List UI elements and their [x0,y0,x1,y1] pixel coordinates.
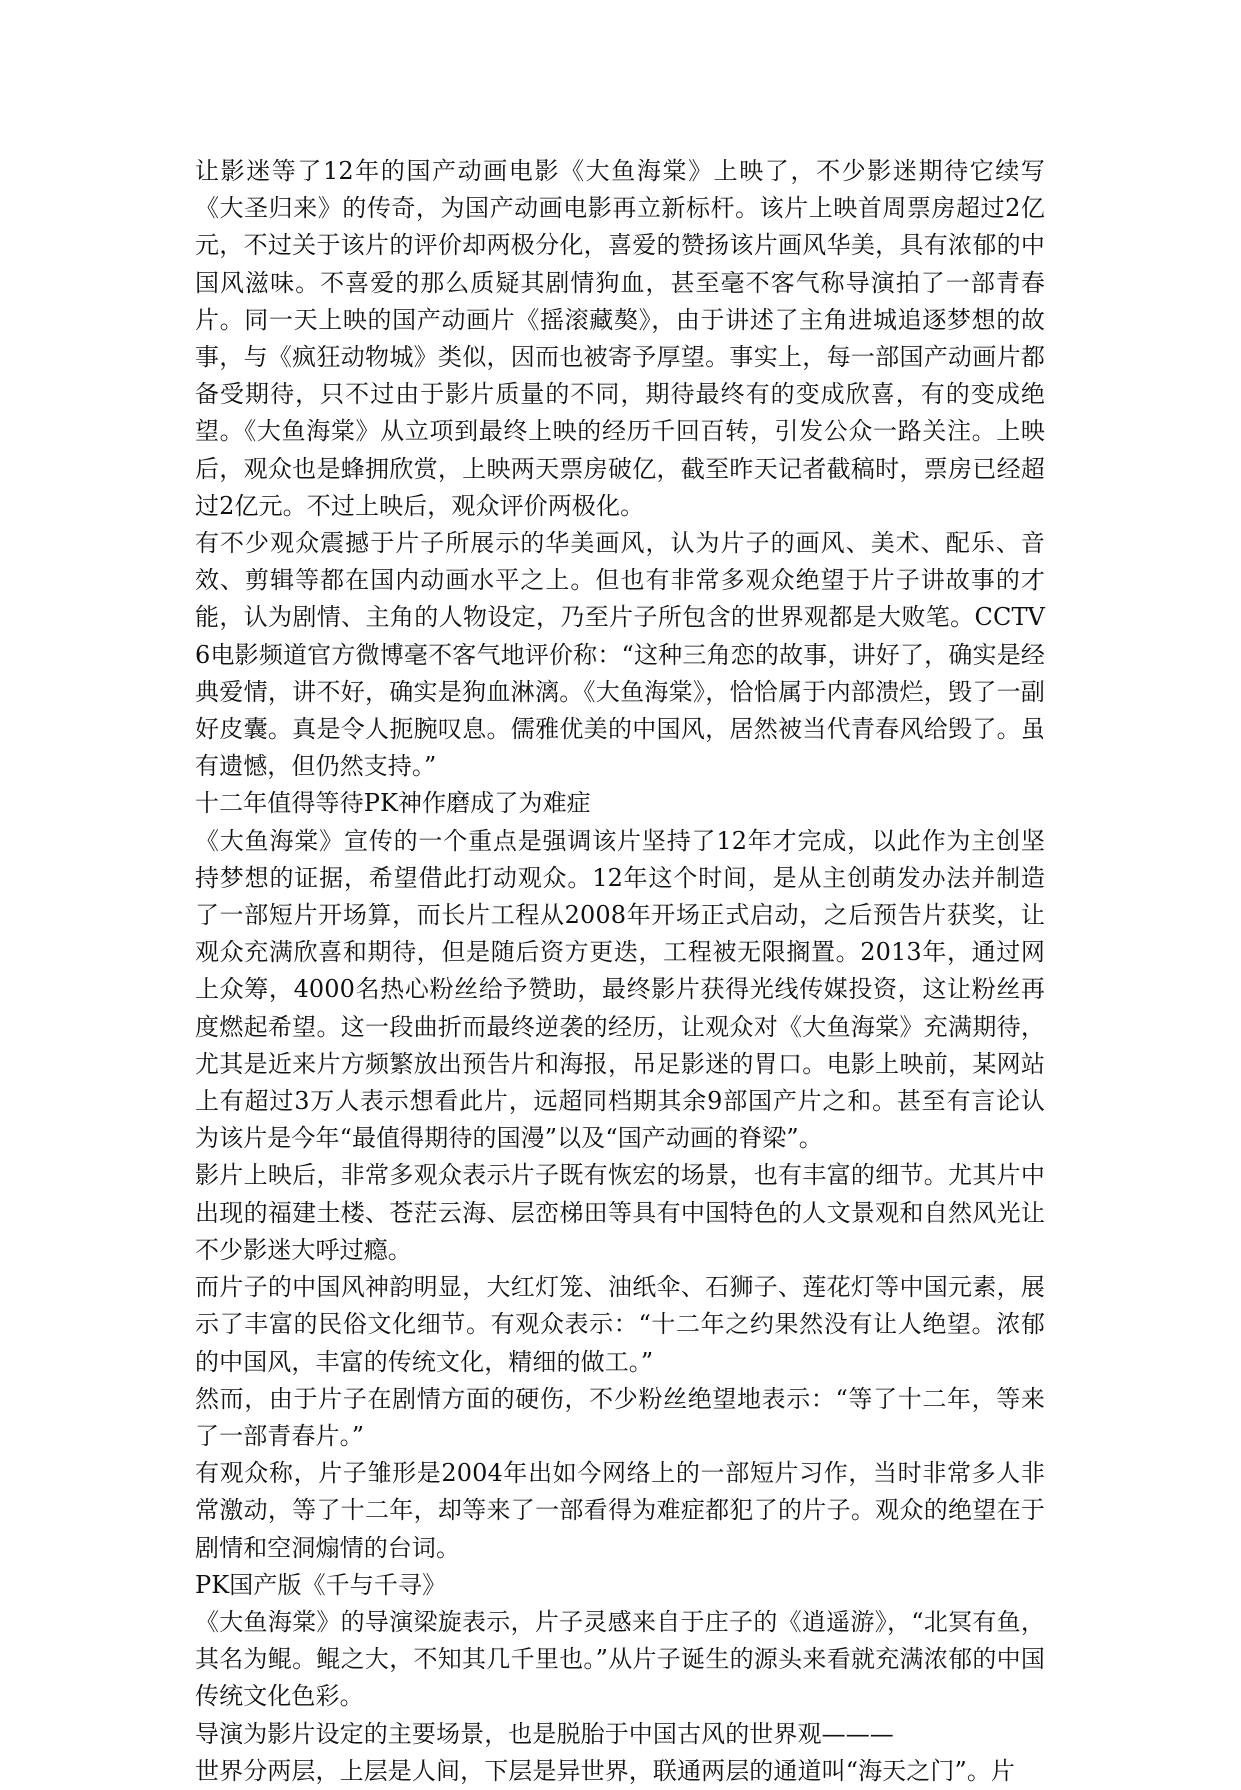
paragraph-director-inspiration: 《大鱼海棠》的导演梁旋表示，片子灵感来自于庄子的《逍遥游》，“北冥有鱼，其名为鲲。鲲之大，不知其几千里也。”从片子诞生的源头来看就充满浓郁的中国传统文化色彩。 [195,1607,1045,1711]
paragraph-intro: 让影迷等了12年的国产动画电影《大鱼海棠》上映了，不少影迷期待它续写《大圣归来》的传奇，为国产动画电影再立新标杆。该片上映首周票房超过2亿元，不过关于该片的评价却两极分化，喜爱的赞扬该片画风华美，具有浓郁的中国风滋味。不喜爱的那么质疑其剧情狗血，甚至毫不客气称导演拍了一部青春片。同一天上映的国产动画片《摇滚藏獒》，由于讲述了主角进城追逐梦想的故事，与《疯狂动物城》类似，因而也被寄予厚望。事实上，每一部国产动画片都备受期待，只不过由于影片质量的不同，期待最终有的变成欣喜，有的变成绝望。《大鱼海棠》从立项到最终上映的经历千回百转，引发公众一路关注。上映后，观众也是蜂拥欣赏，上映两天票房破亿，截至昨天记者截稿时，票房已经超过2亿元。不过上映后，观众评价两极化。 [195,157,1045,520]
document-page [195,153,1045,1790]
paragraph-world-setting: 导演为影片设定的主要场景，也是脱胎于中国古风的世界观——— [195,1719,894,1748]
paragraph-fan-disappointment: 然而，由于片子在剧情方面的硬伤，不少粉丝绝望地表示：“等了十二年，等来了一部青春片。” [195,1384,1045,1450]
section-heading-spirited-away: PK国产版《千与千寻》 [195,1570,447,1599]
paragraph-scenery: 影片上映后，非常多观众表示片子既有恢宏的场景，也有丰富的细节。尤其片中出现的福建土楼、苍茫云海、层峦梯田等具有中国特色的人文景观和自然风光让不少影迷大呼过瘾。 [195,1161,1045,1264]
paragraph-chinese-style: 而片子的中国风神韵明显，大红灯笼、油纸伞、石狮子、莲花灯等中国元素，展示了丰富的民俗文化细节。有观众表示：“十二年之约果然没有让人绝望。浓郁的中国风，丰富的传统文化，精细的做工。” [195,1273,1045,1376]
paragraph-short-film-origin: 有观众称，片子雏形是2004年出如今网络上的一部短片习作，当时非常多人非常激动，等了十二年，却等来了一部看得为难症都犯了的片子。观众的绝望在于剧情和空洞煽情的台词。 [195,1459,1045,1562]
paragraph-two-worlds: 世界分两层，上层是人间，下层是异世界，联通两层的通道叫“海天之门”。片 [195,1756,1016,1785]
paragraph-audience-reaction: 有不少观众震撼于片子所展示的华美画风，认为片子的画风、美术、配乐、音效、剪辑等都在国内动画水平之上。但也有非常多观众绝望于片子讲故事的才能，认为剧情、主角的人物设定，乃至片子所包含的世界观都是大败笔。CCTV6电影频道官方微博毫不客气地评价称：“这种三角恋的故事，讲好了，确实是经典爱情，讲不好，确实是狗血淋漓。《大鱼海棠》，恰恰属于内部溃烂，毁了一副好皮囊。真是令人扼腕叹息。儒雅优美的中国风，居然被当代青春风给毁了。虽有遗憾，但仍然支持。” [195,529,1045,781]
paragraph-production-history: 《大鱼海棠》宣传的一个重点是强调该片坚持了12年才完成，以此作为主创坚持梦想的证据，希望借此打动观众。12年这个时间，是从主创萌发办法并制造了一部短片开场算，而长片工程从2008年开场正式启动，之后预告片获奖，让观众充满欣喜和期待，但是随后资方更迭，工程被无限搁置。2013年，通过网上众筹，4000名热心粉丝给予赞助，最终影片获得光线传媒投资，这让粉丝再度燃起希望。这一段曲折而最终逆袭的经历，让观众对《大鱼海棠》充满期待，尤其是近来片方频繁放出预告片和海报，吊足影迷的胃口。电影上映前，某网站上有超过3万人表示想看此片，远超同档期其余9部国产片之和。甚至有言论认为该片是今年“最值得期待的国漫”以及“国产动画的脊梁”。 [195,826,1045,1153]
section-heading-twelve-years: 十二年值得等待PK神作磨成了为难症 [195,789,591,818]
